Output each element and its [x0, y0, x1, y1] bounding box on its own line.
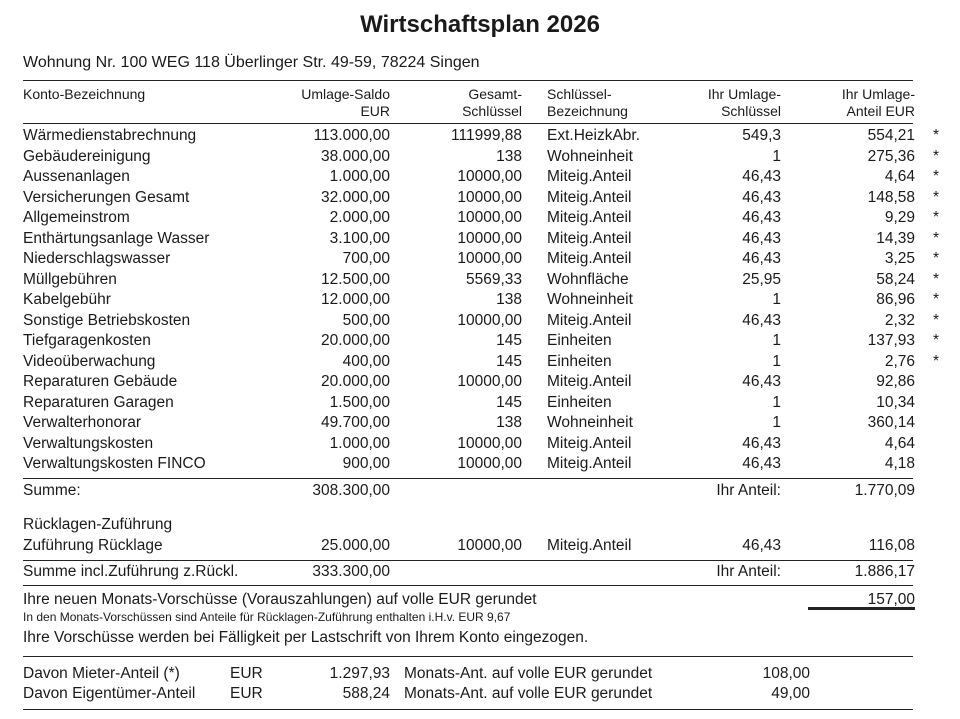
- row-gesamt: 10000,00: [457, 209, 522, 226]
- row-ihr-schluessel: 46,43: [742, 250, 781, 267]
- row-gesamt: 10000,00: [457, 373, 522, 390]
- row-name: Müllgebühren: [23, 270, 117, 288]
- row-ihr-schluessel: 46,43: [742, 434, 781, 452]
- vorschuss-underline: [808, 607, 915, 610]
- row-gesamt: 145: [496, 393, 522, 411]
- row-ihr-schluessel: 46,43: [742, 168, 781, 185]
- row-anteil: 14,39: [876, 229, 915, 247]
- row-gesamt: 10000,00: [457, 311, 522, 329]
- table-row: [0, 353, 960, 373]
- row-saldo: 113.000,00: [313, 127, 390, 144]
- davon-mieter-amount: 1.297,93: [329, 665, 390, 682]
- sum-incl-row: [0, 563, 960, 583]
- ruecklage-rule: [23, 560, 913, 561]
- row-bezeichnung: Miteig.Anteil: [547, 168, 632, 185]
- row-anteil: 360,14: [867, 414, 915, 431]
- bottom-rule: [23, 709, 913, 710]
- sum-anteil: 1.770,09: [854, 482, 915, 499]
- table-row: [0, 394, 960, 414]
- row-tenant-mark: *: [933, 270, 940, 288]
- lastschrift-note: Ihre Vorschüsse werden bei Fälligkeit per Lastschrift von Ihrem Konto eingezogen.: [23, 629, 589, 646]
- row-bezeichnung: Miteig.Anteil: [547, 250, 632, 267]
- ruecklage-name: Zuführung Rücklage: [23, 537, 163, 554]
- row-gesamt: 10000,00: [457, 168, 522, 185]
- row-name: Videoüberwachung: [23, 352, 156, 370]
- row-bezeichnung: Ext.HeizkAbr.: [547, 127, 641, 144]
- davon-top-rule: [23, 656, 913, 657]
- davon-eigentuemer-text: Monats-Ant. auf volle EUR gerundet: [404, 685, 653, 702]
- row-tenant-mark: *: [933, 209, 940, 226]
- row-ihr-schluessel: 1: [772, 414, 781, 431]
- row-bezeichnung: Miteig.Anteil: [547, 311, 632, 329]
- davon-mieter-monthly: 108,00: [762, 665, 810, 682]
- row-saldo: 49.700,00: [321, 414, 390, 431]
- sum-incl-ihr-label: Ihr Anteil:: [716, 563, 781, 580]
- ruecklage-saldo: 25.000,00: [321, 537, 390, 554]
- sum-saldo: 308.300,00: [312, 482, 390, 499]
- table-row: [0, 230, 960, 250]
- row-saldo: 32.000,00: [321, 188, 390, 206]
- table-row: [0, 332, 960, 352]
- row-saldo: 20.000,00: [321, 332, 390, 349]
- row-anteil: 137,93: [867, 332, 915, 349]
- sum-incl-anteil: 1.886,17: [854, 563, 915, 580]
- row-saldo: 12.500,00: [321, 270, 390, 288]
- row-gesamt: 10000,00: [457, 188, 522, 206]
- header-bottom-rule: [23, 123, 913, 124]
- row-saldo: 900,00: [342, 455, 390, 472]
- row-bezeichnung: Miteig.Anteil: [547, 209, 632, 226]
- header-ihr-umlage-anteil: Ihr Umlage- Anteil EUR: [841, 86, 915, 119]
- property-address: Wohnung Nr. 100 WEG 118 Überlinger Str. 49-59, 78224 Singen: [23, 54, 480, 71]
- row-tenant-mark: *: [933, 229, 940, 247]
- row-name: Kabelgebühr: [23, 291, 111, 308]
- row-saldo: 38.000,00: [321, 147, 390, 165]
- davon-eigentuemer-monthly: 49,00: [771, 685, 810, 702]
- ruecklage-ihr-schl: 46,43: [742, 537, 781, 554]
- table-row: [0, 209, 960, 229]
- row-name: Sonstige Betriebskosten: [23, 311, 191, 329]
- row-anteil: 275,36: [867, 147, 915, 165]
- row-name: Reparaturen Garagen: [23, 393, 174, 411]
- table-row: [0, 455, 960, 475]
- row-saldo: 1.500,00: [329, 393, 390, 411]
- row-name: Allgemeinstrom: [23, 209, 130, 226]
- row-ihr-schluessel: 46,43: [742, 311, 781, 329]
- row-ihr-schluessel: 46,43: [742, 188, 781, 206]
- row-name: Gebäudereinigung: [23, 147, 151, 165]
- sum-row: [0, 482, 960, 502]
- table-row: [0, 189, 960, 209]
- row-name: Verwaltungskosten: [23, 434, 154, 452]
- header-top-rule: [23, 80, 913, 81]
- row-tenant-mark: *: [933, 168, 940, 185]
- ruecklage-gesamt: 10000,00: [457, 537, 522, 554]
- davon-mieter-label: Davon Mieter-Anteil (*): [23, 665, 180, 682]
- ruecklage-heading-row: [0, 516, 960, 536]
- row-bezeichnung: Einheiten: [547, 352, 612, 370]
- ruecklage-bez: Miteig.Anteil: [547, 537, 632, 554]
- vorschuss-ruecklage-note: In den Monats-Vorschüssen sind Anteile für Rücklagen-Zuführung enthalten i.H.v. EUR 9,67: [23, 610, 511, 624]
- davon-eigentuemer-amount: 588,24: [342, 685, 390, 702]
- sum-ihr-label: Ihr Anteil:: [716, 482, 781, 499]
- row-anteil: 10,34: [876, 393, 915, 411]
- row-anteil: 92,86: [876, 373, 915, 390]
- row-anteil: 4,18: [884, 455, 915, 472]
- table-row: [0, 168, 960, 188]
- row-bezeichnung: Miteig.Anteil: [547, 188, 632, 206]
- row-ihr-schluessel: 46,43: [742, 229, 781, 247]
- row-gesamt: 111999,88: [451, 127, 522, 144]
- row-ihr-schluessel: 549,3: [742, 127, 781, 144]
- table-row: [0, 291, 960, 311]
- vorschuss-amount: 157,00: [867, 591, 915, 608]
- row-name: Enthärtungsanlage Wasser: [23, 229, 210, 247]
- row-name: Wärmedienstabrechnung: [23, 127, 197, 144]
- row-bezeichnung: Einheiten: [547, 393, 612, 411]
- row-name: Aussenanlagen: [23, 168, 130, 185]
- row-ihr-schluessel: 1: [772, 352, 781, 370]
- table-row: [0, 250, 960, 270]
- table-row: [0, 373, 960, 393]
- row-name: Tiefgaragenkosten: [23, 332, 151, 349]
- row-anteil: 148,58: [867, 188, 915, 206]
- row-tenant-mark: *: [933, 188, 940, 206]
- row-anteil: 86,96: [876, 291, 915, 308]
- davon-eigentuemer-label: Davon Eigentümer-Anteil: [23, 685, 196, 702]
- row-saldo: 12.000,00: [321, 291, 390, 308]
- row-gesamt: 10000,00: [457, 434, 522, 452]
- row-ihr-schluessel: 46,43: [742, 209, 781, 226]
- row-bezeichnung: Miteig.Anteil: [547, 434, 632, 452]
- row-anteil: 554,21: [867, 127, 915, 144]
- header-konto: Konto-Bezeichnung: [23, 86, 146, 102]
- header-gesamt-schluessel: Gesamt- Schlüssel: [462, 86, 522, 119]
- row-tenant-mark: *: [933, 127, 940, 144]
- row-bezeichnung: Miteig.Anteil: [547, 373, 632, 390]
- row-anteil: 4,64: [884, 168, 915, 185]
- row-saldo: 3.100,00: [329, 229, 390, 247]
- row-gesamt: 10000,00: [457, 229, 522, 247]
- row-name: Niederschlagswasser: [23, 250, 171, 267]
- row-saldo: 700,00: [342, 250, 390, 267]
- page-title: Wirtschaftsplan 2026: [360, 11, 600, 38]
- row-saldo: 1.000,00: [329, 168, 390, 185]
- davon-eigentuemer-row: [0, 685, 960, 705]
- row-name: Versicherungen Gesamt: [23, 188, 190, 206]
- row-saldo: 2.000,00: [329, 209, 390, 226]
- row-tenant-mark: *: [933, 352, 940, 370]
- table-row: [0, 271, 960, 291]
- row-ihr-schluessel: 25,95: [742, 270, 781, 288]
- row-gesamt: 5569,33: [465, 270, 522, 288]
- row-anteil: 2,76: [884, 352, 915, 370]
- row-tenant-mark: *: [933, 311, 940, 329]
- ruecklage-heading: Rücklagen-Zuführung: [23, 516, 173, 533]
- row-gesamt: 145: [496, 352, 522, 370]
- ruecklage-anteil: 116,08: [868, 537, 915, 554]
- vorschuss-text: Ihre neuen Monats-Vorschüsse (Vorauszahlungen) auf volle EUR gerundet: [23, 591, 537, 608]
- sum-label: Summe:: [23, 482, 81, 499]
- row-anteil: 9,29: [884, 209, 915, 226]
- row-gesamt: 138: [496, 147, 522, 165]
- sum-incl-saldo: 333.300,00: [312, 563, 390, 580]
- header-umlage-saldo: Umlage-Saldo EUR: [301, 86, 390, 119]
- row-gesamt: 138: [496, 414, 522, 431]
- table-row: [0, 127, 960, 147]
- row-bezeichnung: Wohneinheit: [547, 147, 633, 165]
- row-anteil: 2,32: [884, 311, 915, 329]
- row-ihr-schluessel: 1: [772, 291, 781, 308]
- table-row: [0, 312, 960, 332]
- row-ihr-schluessel: 1: [772, 393, 781, 411]
- row-saldo: 400,00: [342, 352, 390, 370]
- row-tenant-mark: *: [933, 291, 940, 308]
- header-schluessel-bezeichnung: Schlüssel- Bezeichnung: [547, 86, 628, 119]
- row-bezeichnung: Wohneinheit: [547, 291, 633, 308]
- row-bezeichnung: Einheiten: [547, 332, 612, 349]
- row-name: Reparaturen Gebäude: [23, 373, 178, 390]
- row-name: Verwalterhonorar: [23, 414, 142, 431]
- row-saldo: 1.000,00: [329, 434, 390, 452]
- row-bezeichnung: Wohnfläche: [547, 270, 629, 288]
- row-tenant-mark: *: [933, 147, 940, 165]
- row-ihr-schluessel: 46,43: [742, 455, 781, 472]
- table-row: [0, 148, 960, 168]
- header-ihr-umlage-schluessel: Ihr Umlage- Schlüssel: [707, 86, 781, 119]
- row-saldo: 20.000,00: [321, 373, 390, 390]
- row-gesamt: 138: [496, 291, 522, 308]
- davon-mieter-cur: EUR: [230, 665, 263, 682]
- row-gesamt: 10000,00: [457, 455, 522, 472]
- row-saldo: 500,00: [342, 311, 390, 329]
- row-bezeichnung: Miteig.Anteil: [547, 229, 632, 247]
- row-anteil: 4,64: [884, 434, 915, 452]
- davon-mieter-row: [0, 665, 960, 685]
- row-gesamt: 145: [496, 332, 522, 349]
- davon-eigentuemer-cur: EUR: [230, 685, 263, 702]
- sum-incl-rule: [23, 585, 913, 586]
- row-bezeichnung: Miteig.Anteil: [547, 455, 632, 472]
- table-bottom-rule: [23, 478, 913, 479]
- row-ihr-schluessel: 46,43: [742, 373, 781, 390]
- row-gesamt: 10000,00: [457, 250, 522, 267]
- row-ihr-schluessel: 1: [772, 332, 781, 349]
- sum-incl-label: Summe incl.Zuführung z.Rückl.: [23, 563, 239, 580]
- table-row: [0, 435, 960, 455]
- row-tenant-mark: *: [933, 250, 940, 267]
- row-tenant-mark: *: [933, 332, 940, 349]
- row-ihr-schluessel: 1: [772, 147, 781, 165]
- davon-mieter-text: Monats-Ant. auf volle EUR gerundet: [404, 665, 653, 682]
- row-name: Verwaltungskosten FINCO: [23, 455, 206, 472]
- row-anteil: 3,25: [884, 250, 915, 267]
- row-anteil: 58,24: [876, 270, 915, 288]
- table-row: [0, 414, 960, 434]
- ruecklage-row: [0, 537, 960, 557]
- row-bezeichnung: Wohneinheit: [547, 414, 633, 431]
